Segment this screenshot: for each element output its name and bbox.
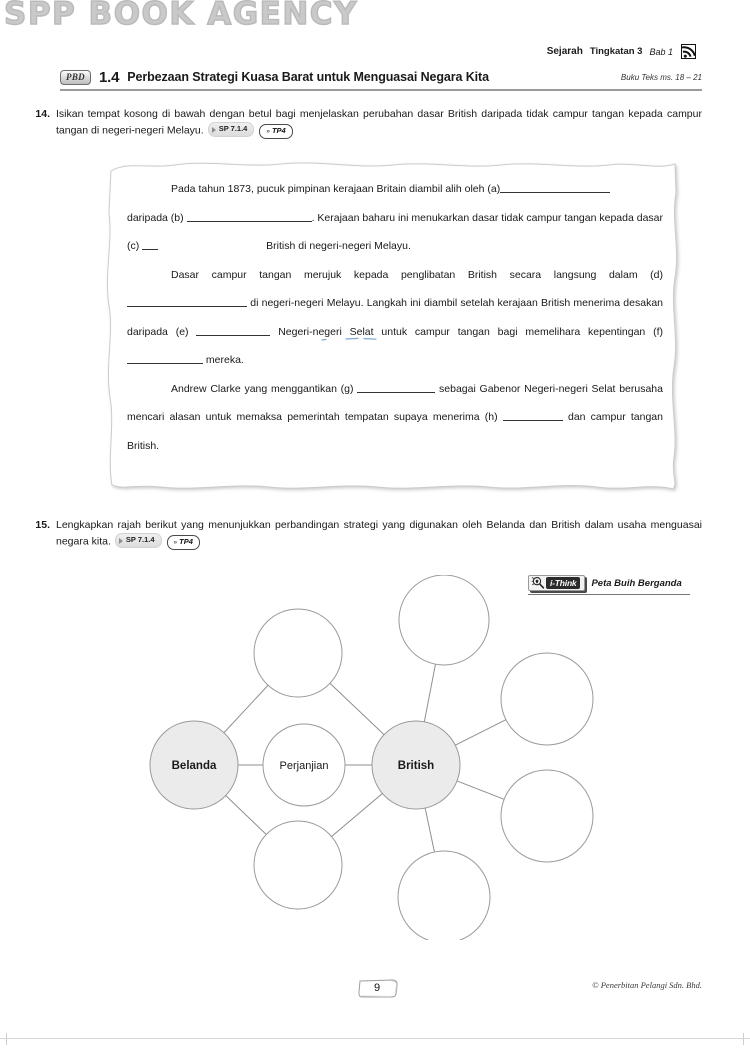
bubble-label: Perjanjian [279,760,329,772]
blank-f[interactable] [127,353,203,364]
tp-badge-15-label: TP4 [179,536,193,546]
bubble-node-british-lower-right[interactable] [501,770,593,862]
chevron-right-icon: » [266,127,270,135]
page-number-badge [357,977,401,999]
ab-p3-s3: dan campur tangan British. [127,411,663,452]
page-number: 9 [373,982,381,994]
blank-e[interactable] [196,325,270,336]
answer-box-text [127,175,663,479]
section-title-bar [60,67,702,91]
bubble-node-shared-bottom[interactable] [254,821,342,909]
bubble-circle [501,770,593,862]
bubble-circle [254,821,342,909]
ab-p1-s4: British di negeri-negeri Melayu. [266,240,411,252]
bubble-map-nodes [150,575,593,940]
bubble-edge [425,808,434,852]
bubble-node-british-upper-right[interactable] [501,653,593,745]
bubble-circle [399,575,489,665]
page-bottom-rule [0,1038,750,1039]
answer-paragraph-3 [127,375,663,461]
ab-p2-s3: Negeri-negeri Selat untuk campur tangan bagi memelihara kepentingan (f) [278,325,663,338]
ab-p1-s3: . Kerajaan baharu ini menukarkan dasar tidak campur tangan kepada dasar (c) [127,211,664,252]
question-15-number: 15. [35,519,50,531]
sp-badge-15-label: SP 7.1.4 [125,535,155,545]
ab-p2-s4: mereka. [205,354,244,366]
question-14-number: 14. [35,108,50,120]
blank-a[interactable] [500,182,610,193]
bubble-edge [332,793,383,836]
bubble-circle [254,609,342,697]
ab-p1-s2: daripada (b) [127,211,184,224]
textbook-reference: Buku Teks ms. 18 – 21 [620,72,702,82]
bubble-edge [224,685,268,733]
blank-c[interactable] [142,239,158,250]
chevron-right-icon: » [173,538,178,546]
running-head-level: Tingkatan 3 [589,46,643,57]
answer-box [105,157,683,495]
ab-p3-s1: Andrew Clarke yang menggantikan (g) [171,382,354,395]
sp-badge-14-label: SP 7.1.4 [218,124,248,134]
answer-paragraph-1-line-2 [127,204,663,261]
question-14-body [56,107,702,139]
section-title: Perbezaan Strategi Kuasa Barat untuk Menguasai Negara Kita [127,70,489,84]
bubble-node-british [372,721,460,809]
rss-signal-icon [681,44,696,59]
bubble-edge [455,720,506,746]
question-15 [30,518,702,550]
sp-badge-15 [115,533,162,548]
question-15-body [56,518,702,550]
section-number: 1.4 [99,68,120,86]
ithink-logo-text: i-Think [546,577,580,589]
bubble-label: British [397,760,435,772]
question-14-text: Isikan tempat kosong di bawah dengan betul bagi menjelaskan perubahan dasar British daripada tidak campur tangan kepada campur tangan di negeri-negeri Melayu. [56,108,702,137]
watermark-text: SPP BOOK AGENCY [4,0,358,32]
ithink-label: Peta Buih Berganda [591,577,682,589]
bubble-label: Belanda [171,760,217,772]
bubble-edge [226,795,267,834]
blank-b[interactable] [187,211,312,222]
bubble-node-british-bottom[interactable] [398,851,490,940]
pbd-badge: PBD [60,70,91,85]
ab-p2-s2: di negeri-negeri Melayu. Langkah ini diambil setelah kerajaan British menerima desakan daripada (e) [127,297,663,338]
running-head-chapter: Bab 1 [649,46,673,57]
ab-p2-s1: Dasar campur tangan merujuk kepada penglibatan British secara langsung dalam (d) [171,268,663,281]
double-bubble-map [130,575,650,940]
blank-g[interactable] [357,382,435,393]
bubble-map-svg [130,575,650,940]
bubble-node-shared-top[interactable] [254,609,342,697]
ab-p3-s2: sebagai Gabenor Negeri-negeri Selat berusaha mencari alasan untuk memaksa pemerintah tempatan supaya menerima (h) [127,382,663,423]
page-tick-left [6,1033,7,1045]
tp-badge-15 [167,535,200,550]
running-head-subject: Sejarah [546,46,583,57]
bubble-node-british-top[interactable] [399,575,489,665]
answer-paragraph-1-line-1 [127,175,663,204]
tp-badge-14-label: TP4 [271,125,286,135]
question-15-text: Lengkapkan rajah berikut yang menunjukkan perbandingan strategi yang digunakan oleh Belanda dan British dalam usaha menguasai negara kita. [56,519,702,548]
copyright-text: © Penerbitan Pelangi Sdn. Bhd. [592,980,702,990]
page-tick-right [743,1033,744,1045]
ab-p1-s1: Pada tahun 1873, pucuk pimpinan kerajaan Britain diambil alih oleh (a) [171,183,501,195]
bubble-edge [457,781,504,799]
blank-d[interactable] [127,296,247,307]
tp-badge-14 [259,124,292,139]
triangle-icon [119,538,123,544]
bubble-circle [501,653,593,745]
blank-h[interactable] [503,410,563,421]
bubble-circle [398,851,490,940]
sp-badge-14 [208,122,255,137]
question-14 [30,107,702,139]
bubble-node-belanda [150,721,238,809]
bubble-edge [424,664,435,722]
bubble-edge [330,683,384,734]
answer-paragraph-2 [127,261,663,375]
running-head [547,44,696,59]
triangle-icon [212,127,216,133]
bubble-node-shared-middle [263,724,345,806]
